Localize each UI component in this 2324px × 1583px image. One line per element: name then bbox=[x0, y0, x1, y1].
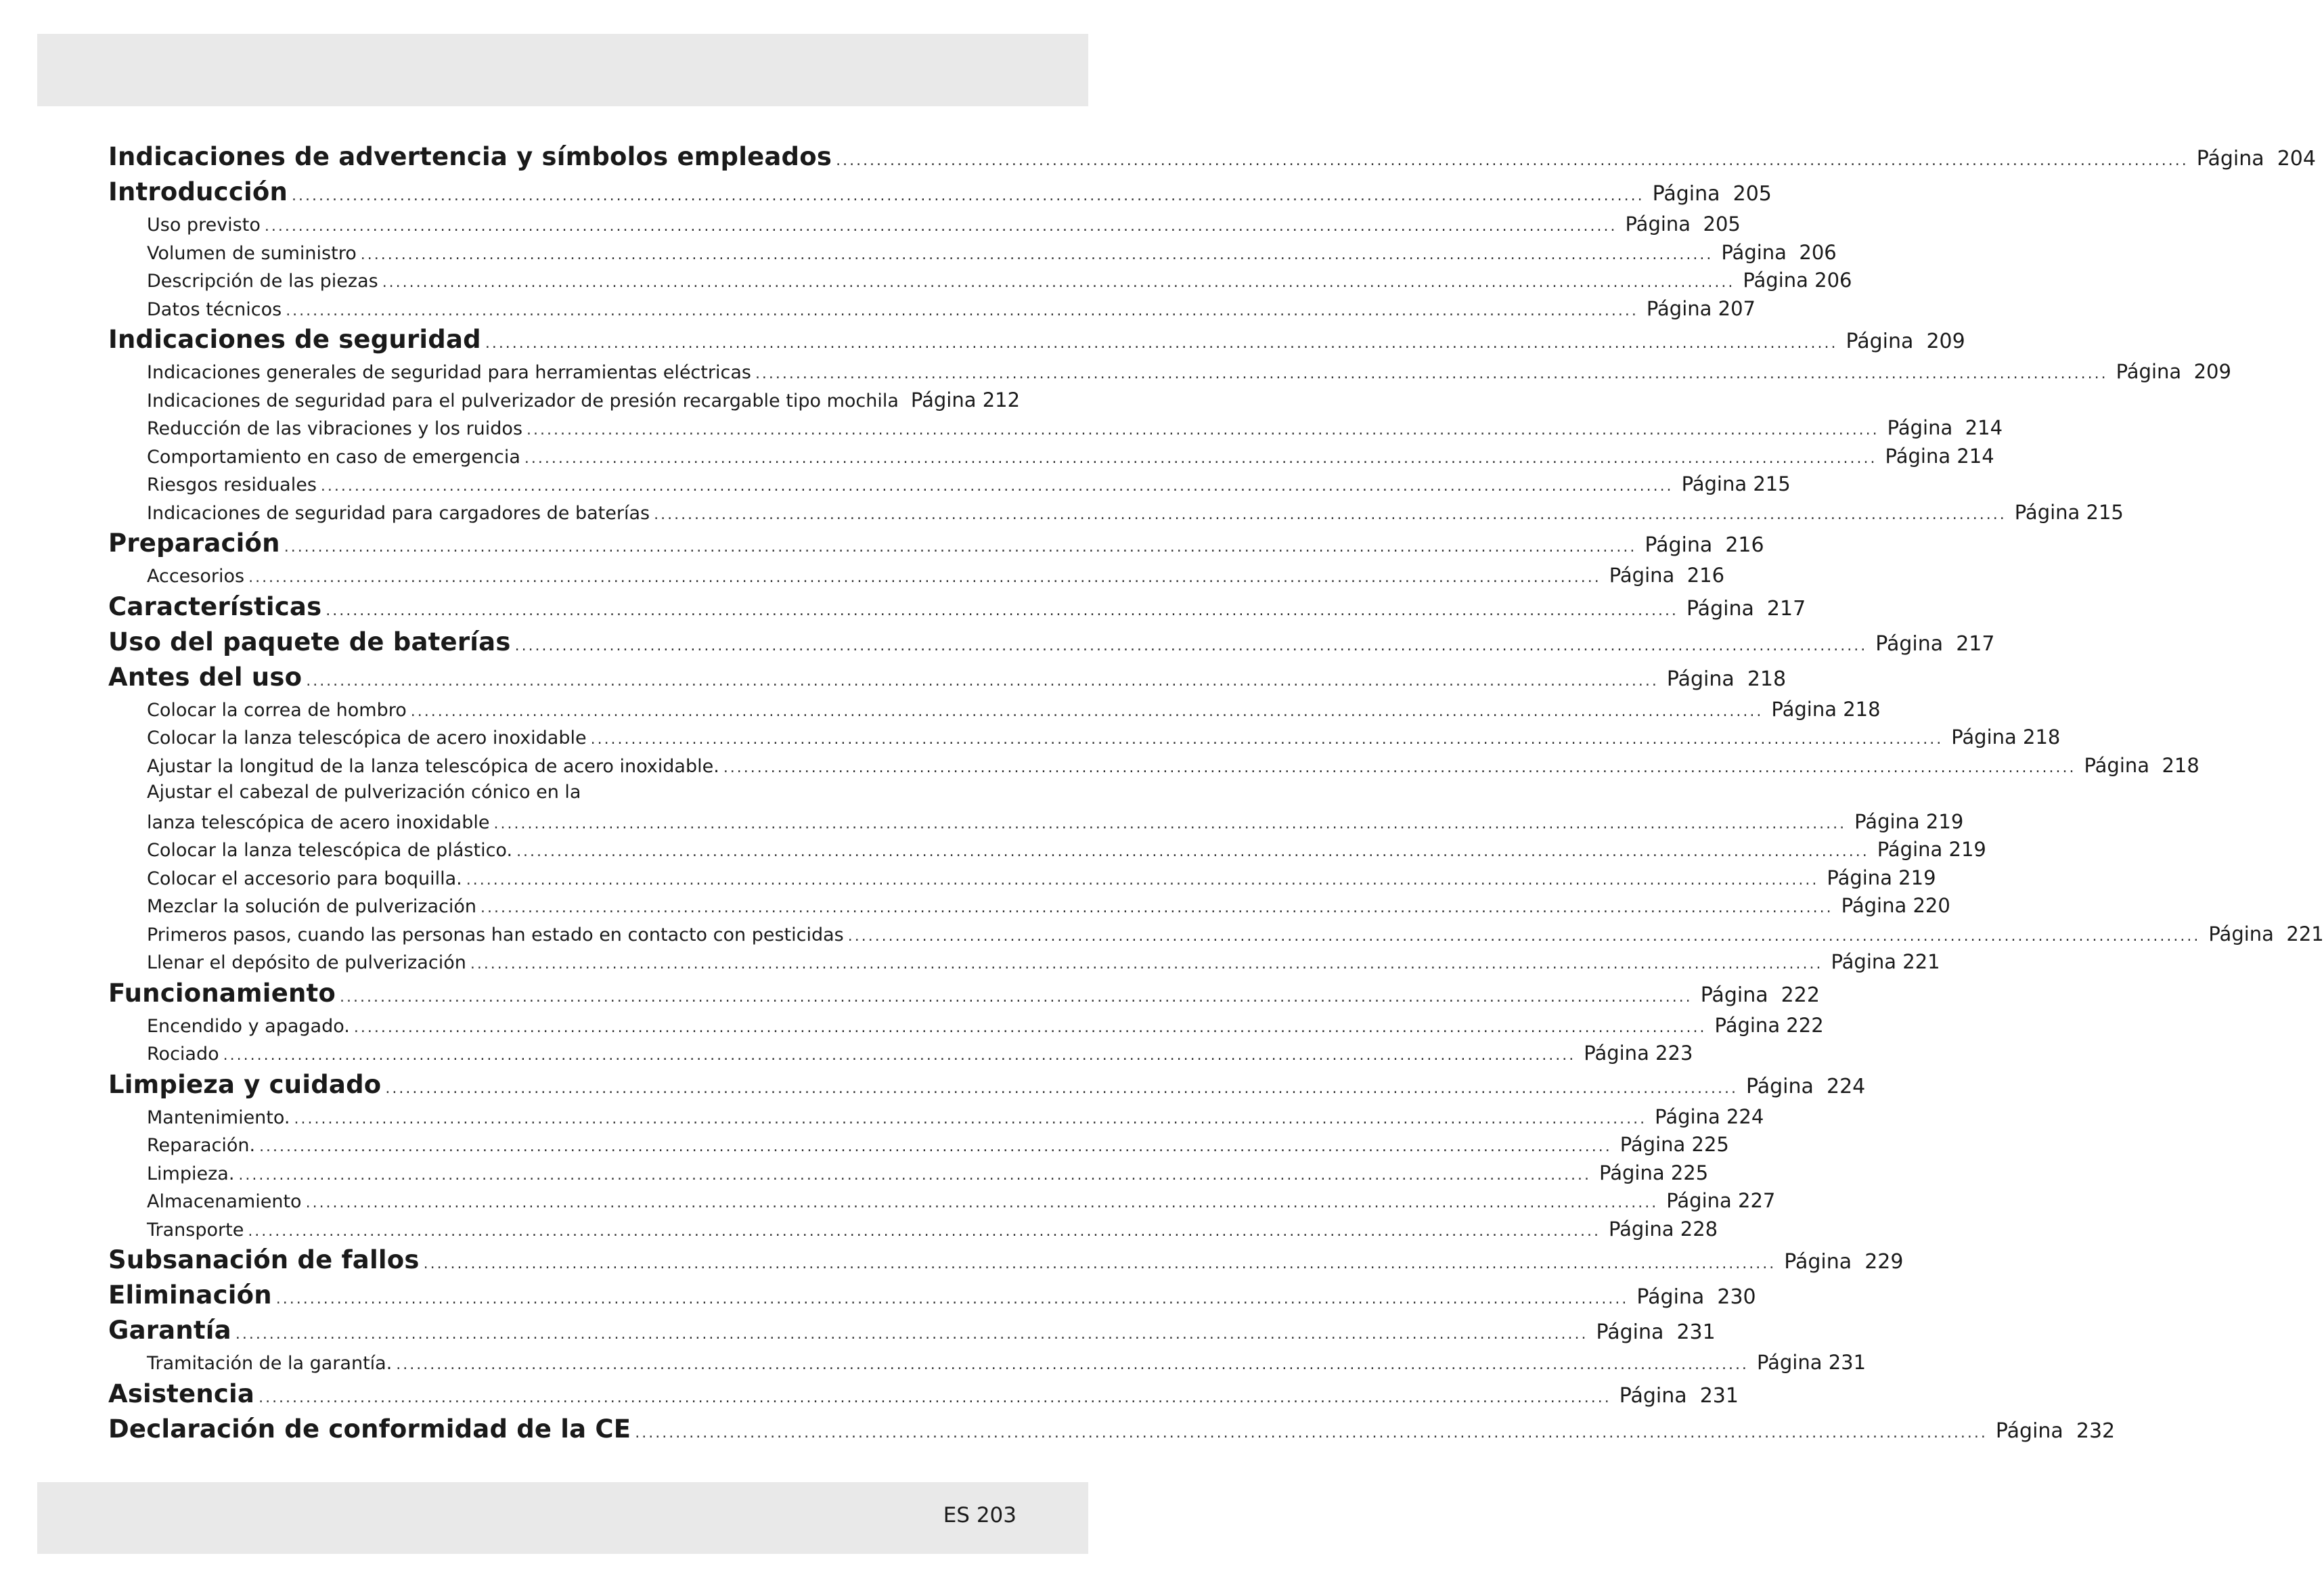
toc-subsection-entry bbox=[108, 500, 2124, 529]
toc-subsection-entry bbox=[108, 240, 1837, 269]
toc-subsection-entry bbox=[108, 838, 1986, 866]
toc-page-reference: Página 224 bbox=[1746, 1074, 1866, 1098]
toc-entry-title: Asistencia bbox=[108, 1379, 255, 1408]
toc-subsection-entry bbox=[108, 1105, 1764, 1134]
toc-entry-title: Colocar la lanza telescópica de acero inoxidable bbox=[147, 728, 587, 749]
toc-page-reference: Página 214 bbox=[1885, 444, 1994, 468]
dot-leader: ........................................................................................................................................................................................................ bbox=[635, 1424, 1988, 1442]
toc-page-reference: Página 225 bbox=[1619, 1133, 1729, 1156]
toc-section-entry bbox=[108, 627, 1995, 663]
dot-leader: ........................................................................................................................................................................................................ bbox=[524, 449, 1877, 467]
toc-section-entry bbox=[108, 1069, 1866, 1105]
toc-entry-title: Transporte bbox=[147, 1219, 244, 1241]
toc-subsection-entry bbox=[108, 416, 2003, 445]
page-number: ES 203 bbox=[943, 1503, 1016, 1528]
toc-entry-title: Preparación bbox=[108, 529, 280, 558]
toc-entry-title: Comportamiento en caso de emergencia bbox=[147, 446, 520, 468]
toc-page-reference: Página 219 bbox=[1877, 838, 1986, 861]
toc-subsection-entry bbox=[108, 809, 1964, 839]
toc-page-reference: Página 215 bbox=[1681, 472, 1791, 495]
toc-page-reference: Página 206 bbox=[1743, 269, 1852, 292]
toc-entry-title: Accesorios bbox=[147, 566, 245, 587]
dot-leader: ........................................................................................................................................................................................................ bbox=[590, 731, 1944, 748]
toc-entry-title: Reparación. bbox=[147, 1135, 256, 1156]
toc-page-reference: Página 231 bbox=[1596, 1320, 1716, 1344]
toc-entry-title: Introducción bbox=[108, 177, 288, 206]
toc-subsection-entry bbox=[108, 564, 1725, 592]
toc-entry-title: Uso previsto bbox=[147, 215, 261, 236]
dot-leader: ........................................................................................................................................................................................................ bbox=[223, 1047, 1576, 1064]
toc-entry-title: Indicaciones de seguridad para el pulverizador de presión recargable tipo mochila bbox=[147, 390, 899, 411]
toc-page-reference: Página 218 bbox=[1771, 697, 1881, 721]
toc-entry-title: Limpieza. bbox=[147, 1163, 235, 1184]
toc-subsection-entry bbox=[108, 296, 1756, 326]
toc-page-reference: Página 221 bbox=[1831, 950, 1940, 973]
dot-leader: ........................................................................................................................................................................................................ bbox=[286, 302, 1638, 319]
toc-subsection-entry bbox=[108, 1189, 1776, 1218]
toc-entry-title: Ajustar la longitud de la lanza telescópica de acero inoxidable. bbox=[147, 755, 719, 777]
dot-leader: ........................................................................................................................................................................................................ bbox=[275, 1291, 1629, 1308]
toc-page-reference: Página 215 bbox=[2014, 500, 2124, 524]
toc-page-reference: Página 228 bbox=[1608, 1217, 1718, 1241]
toc-page-reference: Página 221 bbox=[2208, 922, 2324, 945]
dot-leader: ........................................................................................................................................................................................................ bbox=[755, 365, 2108, 382]
toc-subsection-entry bbox=[108, 726, 2061, 754]
toc-page-reference: Página 232 bbox=[1995, 1419, 2116, 1443]
toc-page-reference: Página 217 bbox=[1875, 631, 1995, 656]
toc-page-reference: Página 219 bbox=[1827, 866, 1936, 889]
toc-subsection-entry bbox=[108, 388, 1022, 417]
toc-entry-title: Indicaciones de seguridad para cargadores de baterías bbox=[147, 502, 650, 524]
toc-page-reference: Página 204 bbox=[2196, 147, 2316, 171]
toc-page-reference: Página 225 bbox=[1599, 1161, 1709, 1184]
table-of-contents bbox=[108, 142, 2324, 1450]
toc-entry-title: Colocar la correa de hombro bbox=[147, 699, 407, 721]
toc-page-reference: Página 231 bbox=[1756, 1351, 1867, 1374]
toc-entry-title: Garantía bbox=[108, 1316, 231, 1345]
toc-subsection-entry bbox=[108, 753, 2199, 782]
toc-page-reference: Página 212 bbox=[910, 388, 1021, 411]
toc-page-reference: Página 209 bbox=[1846, 330, 1965, 353]
toc-entry-title: Funcionamiento bbox=[108, 978, 336, 1008]
toc-section-entry bbox=[108, 325, 1965, 360]
toc-subsection-entry bbox=[108, 213, 1741, 241]
dot-leader: ........................................................................................................................................................................................................ bbox=[423, 1255, 1776, 1272]
toc-page-reference: Página 207 bbox=[1646, 296, 1756, 320]
toc-entry-title: Datos técnicos bbox=[147, 298, 282, 320]
toc-subsection-entry bbox=[108, 472, 1791, 501]
dot-leader: ........................................................................................................................................................................................................ bbox=[470, 956, 1823, 973]
toc-subsection-entry bbox=[108, 894, 1950, 922]
toc-entry-title: Almacenamiento bbox=[147, 1191, 302, 1212]
dot-leader: ........................................................................................................................................................................................................ bbox=[485, 335, 1838, 352]
toc-page-reference: Página 222 bbox=[1700, 983, 1820, 1007]
toc-subsection-entry bbox=[108, 1217, 1718, 1246]
dot-leader: ........................................................................................................................................................................................................ bbox=[292, 187, 1645, 204]
toc-section-entry bbox=[108, 1245, 1904, 1280]
dot-leader: ........................................................................................................................................................................................................ bbox=[723, 759, 2076, 776]
footer-band bbox=[37, 1482, 1088, 1554]
toc-page-reference: Página 229 bbox=[1784, 1250, 1904, 1274]
toc-page-reference: Página 220 bbox=[1841, 894, 1950, 917]
header-band bbox=[37, 34, 1088, 106]
dot-leader: ........................................................................................................................................................................................................ bbox=[320, 478, 1674, 495]
toc-entry-title: Volumen de suministro bbox=[147, 242, 357, 264]
toc-page-reference: Página 216 bbox=[1609, 564, 1725, 587]
toc-entry-title: Indicaciones de seguridad bbox=[108, 325, 481, 354]
toc-entry-title: Descripción de las piezas bbox=[147, 271, 378, 292]
dot-leader: ........................................................................................................................................................................................................ bbox=[238, 1166, 1592, 1184]
toc-page-reference: Página 219 bbox=[1854, 809, 1964, 833]
toc-entry-title: Uso del paquete de baterías bbox=[108, 627, 511, 656]
dot-leader: ........................................................................................................................................................................................................ bbox=[410, 703, 1764, 720]
dot-leader: ........................................................................................................................................................................................................ bbox=[514, 637, 1868, 654]
toc-page-reference: Página 209 bbox=[2116, 360, 2231, 383]
toc-page-reference: Página 206 bbox=[1721, 240, 1837, 264]
toc-page-reference: Página 222 bbox=[1714, 1013, 1824, 1037]
toc-page-reference: Página 224 bbox=[1655, 1105, 1764, 1128]
toc-entry-title: Rociado bbox=[147, 1044, 219, 1065]
toc-entry-title: Riesgos residuales bbox=[147, 474, 317, 495]
toc-section-entry bbox=[108, 529, 1764, 564]
dot-leader: ........................................................................................................................................................................................................ bbox=[259, 1138, 1612, 1155]
toc-entry-title: Limpieza y cuidado bbox=[108, 1069, 382, 1099]
toc-section-entry bbox=[108, 662, 1787, 698]
toc-entry-title: Encendido y apagado. bbox=[147, 1015, 350, 1037]
toc-section-entry bbox=[108, 1316, 1716, 1351]
dot-leader: ........................................................................................................................................................................................................ bbox=[248, 569, 1601, 586]
dot-leader: ........................................................................................................................................................................................................ bbox=[466, 871, 1819, 889]
dot-leader: ........................................................................................................................................................................................................ bbox=[385, 1079, 1739, 1097]
toc-entry-title: Primeros pasos, cuando las personas han estado en contacto con pesticidas bbox=[147, 924, 844, 945]
dot-leader: ........................................................................................................................................................................................................ bbox=[340, 988, 1693, 1006]
dot-leader: ........................................................................................................................................................................................................ bbox=[654, 506, 2007, 523]
toc-entry-title: Reducción de las vibraciones y los ruidos bbox=[147, 418, 523, 439]
toc-page-reference: Página 230 bbox=[1636, 1285, 1756, 1309]
dot-leader: ........................................................................................................................................................................................................ bbox=[396, 1356, 1749, 1373]
dot-leader: ........................................................................................................................................................................................................ bbox=[305, 1195, 1659, 1211]
toc-page-reference: Página 218 bbox=[1666, 667, 1787, 691]
dot-leader: ........................................................................................................................................................................................................ bbox=[326, 602, 1678, 619]
dot-leader: ........................................................................................................................................................................................................ bbox=[527, 422, 1879, 439]
dot-leader: ........................................................................................................................................................................................................ bbox=[382, 274, 1735, 291]
toc-entry-title: Ajustar el cabezal de pulverización cónico en la bbox=[147, 782, 581, 803]
toc-entry-title: Antes del uso bbox=[108, 662, 303, 692]
toc-subsection-entry bbox=[108, 269, 1852, 297]
dot-leader: ........................................................................................................................................................................................................ bbox=[284, 539, 1637, 556]
toc-entry-title: Colocar la lanza telescópica de plástico. bbox=[147, 840, 513, 861]
toc-page-reference: Página 223 bbox=[1584, 1042, 1693, 1065]
dot-leader: ........................................................................................................................................................................................................ bbox=[847, 927, 2201, 945]
toc-entry-title: Mezclar la solución de pulverización bbox=[147, 896, 477, 917]
dot-leader: ........................................................................................................................................................................................................ bbox=[294, 1110, 1647, 1128]
toc-section-entry bbox=[108, 592, 1806, 627]
toc-entry-title: Declaración de conformidad de la CE bbox=[108, 1414, 631, 1444]
dot-leader: ........................................................................................................................................................................................................ bbox=[353, 1019, 1707, 1036]
toc-entry-title: Tramitación de la garantía. bbox=[147, 1353, 393, 1374]
toc-subsection-entry bbox=[108, 922, 2324, 951]
toc-section-entry bbox=[108, 177, 1772, 213]
toc-section-entry bbox=[108, 1414, 2116, 1450]
toc-page-reference: Página 205 bbox=[1625, 213, 1741, 236]
toc-subsection-entry bbox=[108, 1133, 1729, 1161]
toc-subsection-entry bbox=[108, 360, 2231, 388]
toc-subsection-entry bbox=[108, 1161, 1709, 1190]
dot-leader: ........................................................................................................................................................................................................ bbox=[235, 1326, 1588, 1343]
toc-page-reference: Página 227 bbox=[1666, 1189, 1776, 1212]
dot-leader: ........................................................................................................................................................................................................ bbox=[248, 1222, 1601, 1240]
toc-entry-title: lanza telescópica de acero inoxidable bbox=[147, 811, 490, 833]
toc-entry-title: Indicaciones generales de seguridad para herramientas eléctricas bbox=[147, 362, 751, 383]
toc-page-reference: Página 218 bbox=[2084, 753, 2199, 777]
toc-subsection-entry bbox=[108, 1013, 1824, 1042]
dot-leader: ........................................................................................................................................................................................................ bbox=[264, 218, 1617, 235]
toc-entry-title: Eliminación bbox=[108, 1280, 272, 1310]
toc-entry-title: Colocar el accesorio para boquilla. bbox=[147, 868, 462, 889]
toc-page-reference: Página 216 bbox=[1645, 533, 1764, 557]
toc-page-reference: Página 231 bbox=[1619, 1383, 1739, 1408]
toc-entry-title: Llenar el depósito de pulverización bbox=[147, 952, 466, 973]
toc-subsection-entry bbox=[108, 1042, 1693, 1070]
toc-subsection-entry bbox=[108, 444, 1994, 473]
toc-section-entry bbox=[108, 142, 2316, 177]
dot-leader: ........................................................................................................................................................................................................ bbox=[259, 1389, 1611, 1406]
toc-entry-title: Características bbox=[108, 592, 322, 621]
toc-page-reference: Página 205 bbox=[1652, 182, 1772, 206]
toc-subsection-entry bbox=[108, 866, 1936, 895]
dot-leader: ........................................................................................................................................................................................................ bbox=[481, 899, 1833, 916]
toc-page-reference: Página 217 bbox=[1686, 596, 1806, 621]
toc-entry-title: Indicaciones de advertencia y símbolos empleados bbox=[108, 142, 832, 171]
dot-leader: ........................................................................................................................................................................................................ bbox=[516, 843, 1869, 860]
dot-leader: ........................................................................................................................................................................................................ bbox=[836, 152, 2189, 169]
toc-subsection-entry bbox=[108, 697, 1881, 726]
toc-page-reference: Página 218 bbox=[1951, 726, 2061, 749]
toc-subsection-entry bbox=[108, 1351, 1867, 1379]
toc-section-entry bbox=[108, 1379, 1739, 1414]
toc-subsection-entry bbox=[108, 782, 1022, 810]
toc-section-entry bbox=[108, 978, 1820, 1014]
toc-page-reference: Página 214 bbox=[1887, 416, 2003, 439]
dot-leader: ........................................................................................................................................................................................................ bbox=[360, 246, 1714, 263]
toc-entry-title: Mantenimiento. bbox=[147, 1107, 290, 1128]
toc-section-entry bbox=[108, 1280, 1756, 1316]
toc-entry-title: Subsanación de fallos bbox=[108, 1245, 420, 1274]
dot-leader: ........................................................................................................................................................................................................ bbox=[306, 672, 1659, 690]
dot-leader: ........................................................................................................................................................................................................ bbox=[493, 815, 1847, 832]
toc-subsection-entry bbox=[108, 950, 1940, 979]
